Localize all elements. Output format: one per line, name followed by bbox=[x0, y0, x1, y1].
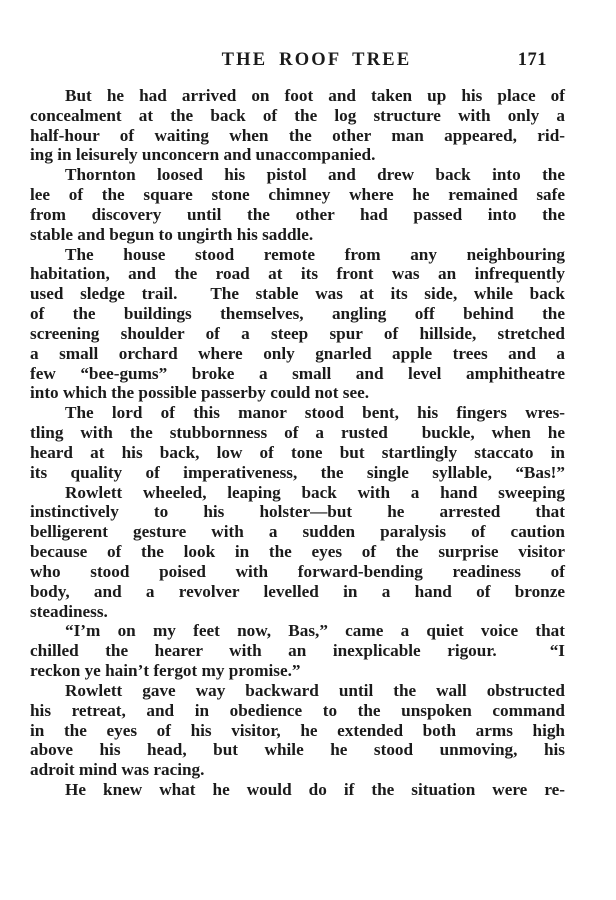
page-number: 171 bbox=[517, 50, 547, 70]
paragraph bbox=[30, 681, 565, 780]
text-line: heard at his back, low of tone but startlingly staccato in bbox=[30, 442, 565, 462]
text-line: adroit mind was racing. bbox=[30, 760, 205, 780]
paragraph bbox=[30, 621, 565, 680]
text-line: chilled the hearer with an inexplicable rigour. “I bbox=[30, 641, 565, 661]
text-line: in the eyes of his visitor, he extended both arms high bbox=[30, 720, 565, 740]
text-line: Thornton loosed his pistol and drew back into the bbox=[65, 165, 565, 185]
text-line: a small orchard where only gnarled apple trees and a bbox=[30, 343, 565, 363]
text-line: because of the look in the eyes of the surprise visitor bbox=[30, 542, 565, 562]
text-line: body, and a revolver levelled in a hand of bronze bbox=[30, 581, 565, 601]
text-line: its quality of imperativeness, the single syllable, “Bas!” bbox=[30, 462, 565, 482]
text-line: Rowlett gave way backward until the wall obstructed bbox=[65, 680, 565, 700]
text-line: into which the possible passerby could not see. bbox=[30, 383, 370, 403]
text-line: concealment at the back of the log structure with only a bbox=[30, 105, 565, 125]
text-line: used sledge trail. The stable was at its side, while back bbox=[30, 284, 565, 304]
text-line: “I’m on my feet now, Bas,” came a quiet voice that bbox=[65, 621, 565, 641]
text-line: reckon ye hain’t fergot my promise.” bbox=[30, 661, 301, 681]
text-line: who stood poised with forward-bending readiness of bbox=[30, 561, 565, 581]
text-line: stable and begun to ungirth his saddle. bbox=[30, 224, 314, 244]
text-line: tling with the stubbornness of a rusted buckle, when he bbox=[30, 423, 565, 443]
text-line: Rowlett wheeled, leaping back with a hand sweeping bbox=[65, 482, 565, 502]
text-line: of the buildings themselves, angling off behind the bbox=[30, 304, 565, 324]
text-line: belligerent gesture with a sudden paralysis of caution bbox=[30, 522, 565, 542]
paragraph bbox=[30, 165, 565, 244]
text-line: few “bee-gums” broke a small and level amphitheatre bbox=[30, 363, 565, 383]
text-line: screening shoulder of a steep spur of hillside, stretched bbox=[30, 323, 565, 343]
text-line: habitation, and the road at its front was an infrequently bbox=[30, 264, 565, 284]
paragraph bbox=[30, 780, 565, 800]
text-line: from discovery until the other had passed into the bbox=[30, 204, 565, 224]
text-line: his retreat, and in obedience to the unspoken command bbox=[30, 700, 565, 720]
text-line: ing in leisurely unconcern and unaccompanied. bbox=[30, 145, 376, 165]
text-line: But he had arrived on foot and taken up his place of bbox=[65, 86, 565, 105]
text-line: half-hour of waiting when the other man appeared, rid- bbox=[30, 125, 565, 145]
text-line: The house stood remote from any neighbouring bbox=[65, 244, 565, 264]
text-line: lee of the square stone chimney where he remained safe bbox=[30, 185, 565, 205]
page-header bbox=[30, 49, 565, 71]
paragraph bbox=[30, 403, 565, 482]
text-line: The lord of this manor stood bent, his fingers wres- bbox=[65, 403, 565, 423]
paragraph bbox=[30, 483, 565, 622]
running-title: THE ROOF TREE bbox=[221, 50, 412, 70]
text-line: instinctively to his holster—but he arrested that bbox=[30, 502, 565, 522]
text-line: above his head, but while he stood unmoving, his bbox=[30, 740, 565, 760]
text-line: steadiness. bbox=[30, 601, 108, 621]
text-line: He knew what he would do if the situation were re- bbox=[65, 779, 565, 799]
paragraph bbox=[30, 245, 565, 404]
paragraph bbox=[30, 86, 565, 165]
page-body bbox=[30, 86, 565, 800]
